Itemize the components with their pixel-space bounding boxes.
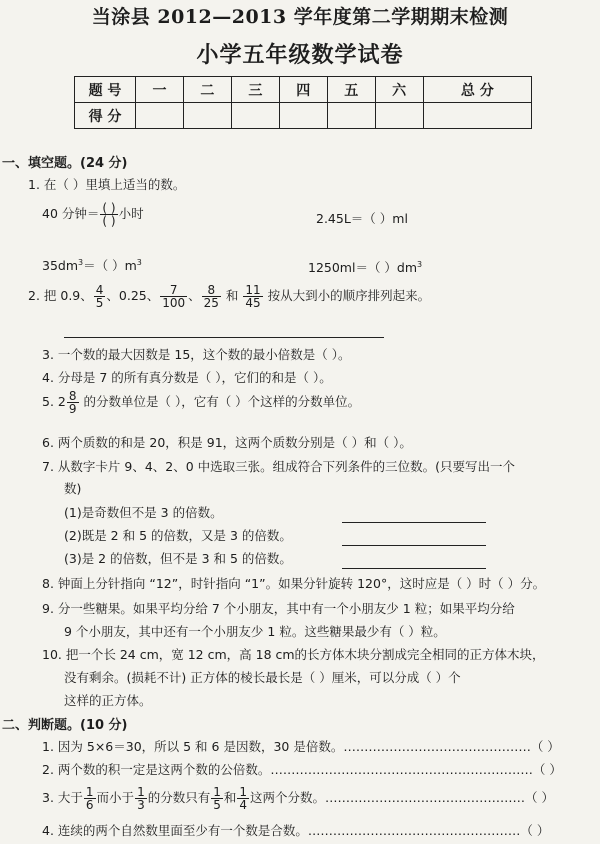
q2-fraction [94, 284, 106, 309]
j3-and: 和 [223, 790, 237, 805]
fraction-numerator: 4 [95, 283, 104, 297]
section1-title: 一、填空题。(24 分) [2, 156, 128, 171]
q1-text: 1. 在（ ）里填上适当的数。 [28, 177, 186, 192]
q2-fraction [202, 284, 221, 309]
score-table [74, 76, 532, 129]
score-blank-cell[interactable] [375, 103, 423, 129]
cube-superscript: 3 [417, 260, 423, 269]
score-blank-cell[interactable] [423, 103, 531, 129]
q7-c: (3)是 2 的倍数，但不是 3 和 5 的倍数。 [64, 551, 292, 566]
score-cell: 一 [136, 77, 184, 103]
q2-pre: 2. 把 0.9、 [28, 288, 93, 303]
score-table-header-row [75, 77, 532, 103]
fraction-denominator: 4 [239, 798, 248, 812]
j3-fraction [237, 786, 249, 811]
q9-line1: 9. 分一些糖果。如果平均分给 7 个小朋友，其中有一个小朋友少 1 粒；如果平均分给 [42, 601, 515, 616]
q7-line1: 7. 从数字卡片 9、4、2、0 中选取三张。组成符合下列条件的三位数。(只要写出一个 [42, 459, 516, 474]
q5-post: 的分数单位是（ ），它有（ ）个这样的分数单位。 [79, 394, 361, 409]
q4: 4. 分母是 7 的所有真分数是（ ），它们的和是（ ）。 [42, 370, 332, 385]
q1-c-post: ＝（ ）m [83, 258, 137, 274]
score-blank-cell[interactable] [231, 103, 279, 129]
q1-c [42, 254, 142, 275]
fraction-denominator: 100 [162, 296, 186, 310]
q5 [42, 390, 360, 415]
q10-line2: 没有剩余。(损耗不计) 正方体的棱长最长是（ ）厘米，可以分成（ ）个 [64, 670, 461, 685]
fraction-numerator: 8 [202, 284, 221, 297]
q1-a-left: 40 分钟＝ [42, 206, 100, 221]
q7-a: (1)是奇数但不是 3 的倍数。 [64, 505, 223, 520]
q2-and: 和 [221, 288, 243, 303]
q2-post: 按从大到小的顺序排列起来。 [263, 288, 431, 303]
fraction-numerator: ( ) [102, 201, 116, 215]
exam-subtitle: 小学五年级数学试卷 [196, 43, 404, 68]
q2-fraction [160, 284, 187, 309]
q1-d [308, 256, 422, 277]
q9-line2: 9 个小朋友，其中还有一个小朋友少 1 粒。这些糖果最少有（ ）粒。 [64, 624, 446, 639]
j3-post: 这两个分数。…………………………………………（ ） [250, 790, 554, 805]
fraction-numerator: 11 [245, 283, 261, 297]
q3: 3. 一个数的最大因数是 15，这个数的最小倍数是（ ）。 [42, 347, 351, 362]
j3 [42, 786, 554, 811]
fraction-numerator: 1 [239, 785, 248, 799]
score-cell: 三 [231, 77, 279, 103]
j3-pre: 3. 大于 [42, 790, 83, 805]
j3-mid1: 而小于 [96, 790, 135, 805]
fraction-denominator: 9 [68, 402, 77, 416]
j1: 1. 因为 5×6＝30，所以 5 和 6 是因数，30 是倍数。………………………………………（ ） [42, 739, 560, 754]
q10-line3: 这样的正方体。 [64, 693, 152, 708]
fraction-numerator: 7 [160, 284, 187, 297]
q8: 8. 钟面上分针指向 “12”，时针指向 “1”。如果分针旋转 120°，这时应是（ ）时（ ）分。 [42, 576, 546, 591]
q1-a [42, 202, 144, 227]
score-cell: 二 [183, 77, 231, 103]
q2-fraction [243, 284, 262, 309]
q7-b-answer-line[interactable] [342, 545, 486, 546]
q2-mid: 、0.25、 [106, 288, 160, 303]
fraction-numerator: 1 [137, 785, 145, 799]
score-blank-cell[interactable] [136, 103, 184, 129]
j3-fraction [135, 786, 147, 811]
score-blank-cell[interactable] [183, 103, 231, 129]
fraction-denominator: 3 [137, 798, 145, 812]
fraction-denominator: 25 [203, 296, 219, 310]
q1-c-pre: 35dm [42, 258, 79, 274]
q6: 6. 两个质数的和是 20，积是 91，这两个质数分别是（ ）和（ ）。 [42, 435, 412, 450]
fraction-denominator: 5 [213, 798, 221, 812]
fraction-denominator: 45 [245, 296, 261, 310]
exam-header-title: 当涂县 2012—2013 学年度第二学期期末检测 [91, 6, 509, 28]
fraction-denominator: 5 [95, 296, 104, 310]
j3-fraction [211, 786, 223, 811]
j2: 2. 两个数的积一定是这两个数的公倍数。………………………………………………………（ ） [42, 762, 562, 777]
q1-d-pre: 1250ml＝（ ）dm [308, 260, 418, 276]
cube-superscript: 3 [136, 258, 142, 267]
fraction-numerator: 8 [68, 389, 77, 403]
q10-line1: 10. 把一个长 24 cm，宽 12 cm，高 18 cm的长方体木块分割成完全相同的正方体木块， [42, 647, 545, 662]
q5-pre: 5. 2 [42, 394, 66, 409]
q2-sep: 、 [188, 288, 201, 303]
q1-a-unit: 小时 [118, 206, 144, 221]
score-cell: 五 [327, 77, 375, 103]
score-cell: 总 分 [423, 77, 531, 103]
fraction-numerator: 1 [213, 785, 221, 799]
q7-line2: 数) [64, 481, 82, 496]
q2-answer-line[interactable] [64, 337, 384, 338]
cube-superscript: 3 [78, 258, 84, 267]
q7-a-answer-line[interactable] [342, 522, 486, 523]
score-blank-cell[interactable] [327, 103, 375, 129]
j4: 4. 连续的两个自然数里面至少有一个数是合数。……………………………………………（ ） [42, 823, 550, 838]
q5-fraction [67, 390, 79, 415]
score-cell: 六 [375, 77, 423, 103]
score-cell: 题 号 [75, 77, 136, 103]
j3-fraction [84, 786, 96, 811]
section2-title: 二、判断题。(10 分) [2, 718, 128, 733]
q1-b: 2.45L＝（ ）ml [316, 211, 408, 226]
fraction-denominator: ( ) [102, 214, 116, 228]
q1-a-fraction [100, 202, 117, 227]
q7-b: (2)既是 2 和 5 的倍数，又是 3 的倍数。 [64, 528, 292, 543]
j3-mid2: 的分数只有 [147, 790, 211, 805]
fraction-denominator: 6 [85, 798, 94, 812]
score-table-score-row [75, 103, 532, 129]
score-cell: 得 分 [75, 103, 136, 129]
fraction-numerator: 1 [85, 785, 94, 799]
score-cell: 四 [279, 77, 327, 103]
score-blank-cell[interactable] [279, 103, 327, 129]
q2 [28, 284, 430, 309]
q7-c-answer-line[interactable] [342, 568, 486, 569]
